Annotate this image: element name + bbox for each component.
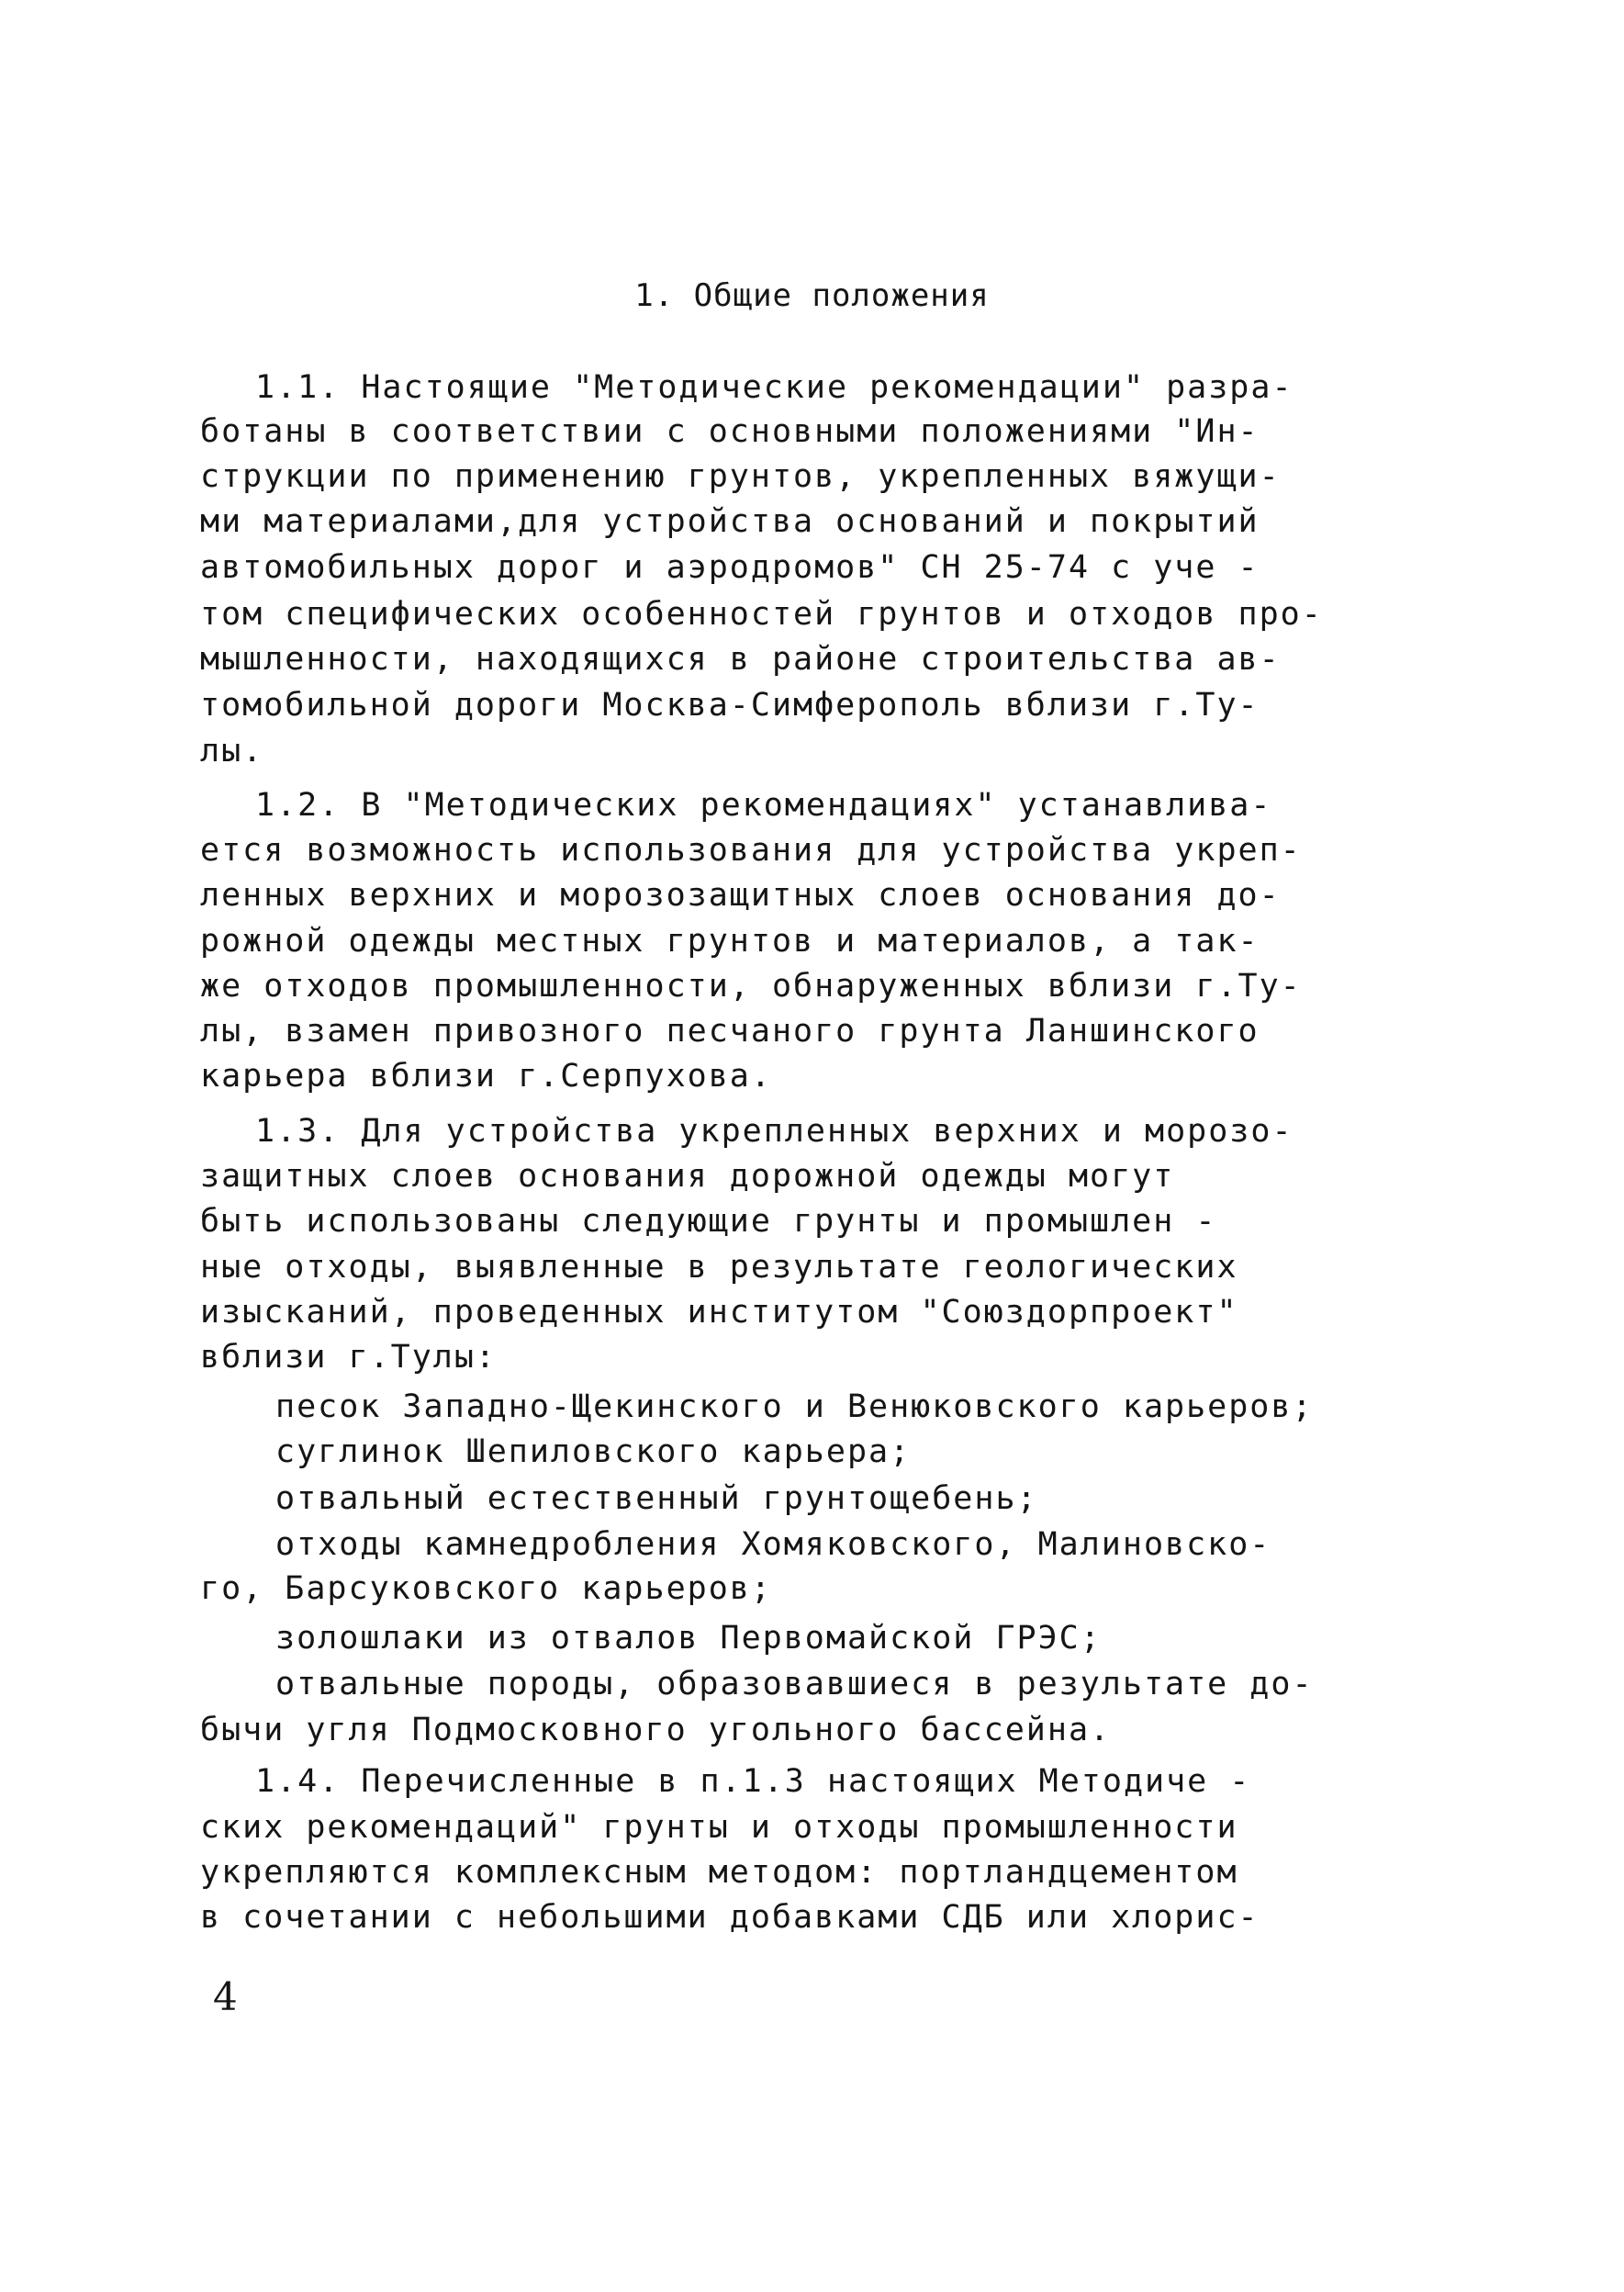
text-line: струкции по применению грунтов, укрепленных вяжущи- — [200, 458, 1281, 495]
text-line: изысканий, проведенных институтом "Союздорпроект" — [200, 1294, 1238, 1331]
text-line: лы. — [200, 733, 264, 770]
text-line: автомобильных дорог и аэродромов" СН 25-74 с уче - — [200, 549, 1260, 586]
text-line: вблизи г.Тулы: — [200, 1339, 498, 1376]
text-line: ми материалами,для устройства оснований и покрытий — [200, 503, 1260, 540]
section-heading: 1. Общие положения — [634, 277, 990, 314]
text-line: быть использованы следующие грунты и промышлен - — [200, 1203, 1217, 1240]
text-line: ских рекомендаций" грунты и отходы промышленности — [200, 1809, 1238, 1846]
list-item: золошлаки из отвалов Первомайской ГРЭС; — [275, 1620, 1102, 1657]
text-line: ботаны в соответствии с основными положениями "Ин- — [200, 413, 1260, 450]
text-line: ленных верхних и морозозащитных слоев основания до- — [200, 877, 1281, 914]
text-line: же отходов промышленности, обнаруженных вблизи г.Ту- — [200, 968, 1302, 1005]
text-line: мышленности, находящихся в районе строительства ав- — [200, 641, 1281, 678]
text-line: карьера вблизи г.Серпухова. — [200, 1058, 772, 1095]
list-item: бычи угля Подмосковного угольного бассейна. — [200, 1712, 1112, 1748]
text-line: рожной одежды местных грунтов и материалов, а так- — [200, 923, 1260, 960]
page-number: 4 — [213, 1974, 238, 2019]
text-line: 1.2. В "Методических рекомендациях" устанавлива- — [255, 787, 1272, 824]
text-line: 1.1. Настоящие "Методические рекомендации" разра- — [255, 369, 1294, 406]
text-line: защитных слоев основания дорожной одежды могут — [200, 1158, 1175, 1195]
text-line: лы, взамен привозного песчаного грунта Ланшинского — [200, 1013, 1260, 1050]
list-item: отвальный естественный грунтощебень; — [275, 1480, 1038, 1517]
list-item: го, Барсуковского карьеров; — [200, 1570, 772, 1607]
list-item: отвальные породы, образовавшиеся в результате до- — [275, 1666, 1314, 1702]
text-line: томобильной дороги Москва-Симферополь вблизи г.Ту- — [200, 687, 1260, 724]
text-line: в сочетании с небольшими добавками СДБ или хлорис- — [200, 1899, 1260, 1936]
list-item: суглинок Шепиловского карьера; — [275, 1433, 912, 1470]
list-item: отходы камнедробления Хомяковского, Малиновско- — [275, 1526, 1271, 1563]
text-line: том специфических особенностей грунтов и отходов про- — [200, 596, 1323, 633]
text-line: 1.4. Перечисленные в п.1.3 настоящих Методиче - — [255, 1763, 1251, 1800]
text-line: ные отходы, выявленные в результате геологических — [200, 1249, 1238, 1286]
text-line: ется возможность использования для устройства укреп- — [200, 832, 1302, 869]
text-line: 1.3. Для устройства укрепленных верхних и морозо- — [255, 1113, 1294, 1150]
text-line: укрепляются комплексным методом: портландцементом — [200, 1854, 1238, 1891]
list-item: песок Западно-Щекинского и Венюковского карьеров; — [275, 1388, 1314, 1425]
